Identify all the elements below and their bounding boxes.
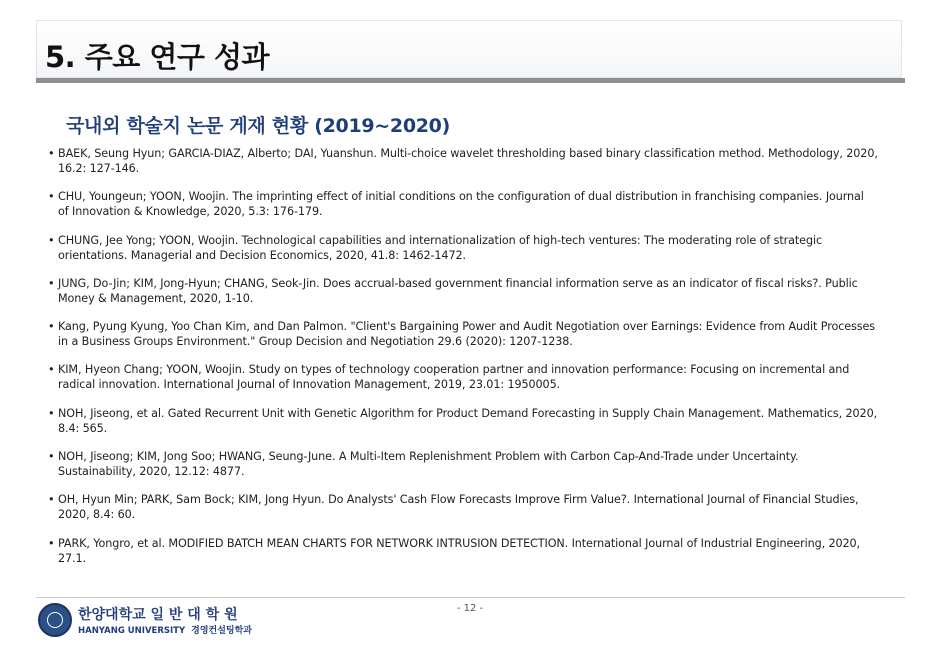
ref-line-2: radical innovation. International Journal of Innovation Management, 2019, 23.01: 1950005. — [58, 378, 561, 392]
logo-english-line — [78, 623, 252, 636]
list-item — [48, 276, 898, 319]
ref-line-1: OH, Hyun Min; PARK, Sam Bock; KIM, Jong Hyun. Do Analysts' Cash Flow Forecasts Improve Firm Value?. International Journal of Financial Studies, — [58, 493, 859, 507]
list-item — [48, 536, 898, 579]
ref-line-1: NOH, Jiseong, et al. Gated Recurrent Unit with Genetic Algorithm for Product Demand Forecasting in Supply Chain Management. Mathematics, 2020, — [58, 406, 878, 420]
ref-line-1: CHU, Youngeun; YOON, Woojin. The imprinting effect of initial conditions on the configuration of dual distribution in franchising companies. Journal — [58, 190, 864, 204]
list-item — [48, 189, 898, 232]
list-item — [48, 449, 898, 492]
bullet-icon: • — [48, 363, 55, 377]
bullet-icon: • — [48, 493, 55, 507]
page-title: 5. 주요 연구 성과 — [45, 40, 270, 74]
logo-korean-name: 한양대학교 일 반 대 학 원 — [78, 607, 238, 623]
bullet-icon: • — [48, 190, 55, 204]
ref-line-2: 8.4: 565. — [58, 421, 108, 435]
ref-line-1: PARK, Yongro, et al. MODIFIED BATCH MEAN CHARTS FOR NETWORK INTRUSION DETECTION. International Journal of Industrial Engineering, 2020, — [58, 536, 861, 550]
ref-line-2: 27.1. — [58, 551, 86, 565]
page-number: - 12 - — [456, 603, 484, 614]
ref-line-1: BAEK, Seung Hyun; GARCIA-DIAZ, Alberto; DAI, Yuanshun. Multi-choice wavelet thresholding based binary classification method. Methodology, 2020, — [58, 147, 878, 160]
reference-list — [48, 146, 898, 579]
bullet-icon: • — [48, 320, 55, 334]
ref-line-2: 2020, 8.4: 60. — [58, 508, 136, 522]
ref-line-1: CHUNG, Jee Yong; YOON, Woojin. Technological capabilities and internationalization of high-tech ventures: The moderating role of strategic — [58, 233, 823, 247]
ref-line-1: KIM, Hyeon Chang; YOON, Woojin. Study on types of technology cooperation partner and innovation performance: Focusing on incremental and — [58, 363, 850, 377]
department-name: 경영컨설팅학과 — [191, 626, 252, 636]
ref-line-2: 16.2: 127-146. — [58, 162, 140, 175]
ref-line-1: NOH, Jiseong; KIM, Jong Soo; HWANG, Seung-June. A Multi-Item Replenishment Problem with Carbon Cap-And-Trade under Uncertainty. — [58, 450, 799, 464]
ref-line-2: orientations. Managerial and Decision Economics, 2020, 41.8: 1462-1472. — [58, 248, 466, 262]
title-box — [36, 20, 902, 78]
ref-line-2: Sustainability, 2020, 12.12: 4877. — [58, 465, 245, 479]
university-seal-icon — [38, 603, 72, 637]
list-item — [48, 362, 898, 405]
bullet-icon: • — [48, 276, 55, 290]
ref-line-1: Kang, Pyung Kyung, Yoo Chan Kim, and Dan Palmon. "Client's Bargaining Power and Audit Negotiation over Earnings: Evidence from Audit Processes — [58, 320, 875, 334]
ref-line-1: JUNG, Do-Jin; KIM, Jong-Hyun; CHANG, Seok-Jin. Does accrual-based government financial information serve as an indicator of fiscal risks?. Public — [58, 276, 858, 290]
bullet-icon: • — [48, 450, 55, 464]
ref-line-2: in a Business Groups Environment." Group Decision and Negotiation 29.6 (2020): 1207-1238. — [58, 335, 573, 349]
seal-inner-ring — [47, 612, 63, 628]
bullet-icon: • — [48, 406, 55, 420]
list-item — [48, 492, 898, 535]
logo-english-name: HANYANG UNIVERSITY — [78, 626, 186, 636]
ref-line-2: of Innovation & Knowledge, 2020, 5.3: 176-179. — [58, 205, 323, 219]
bullet-icon: • — [48, 233, 55, 247]
list-item — [48, 406, 898, 449]
title-divider — [36, 78, 905, 83]
list-item — [48, 319, 898, 362]
ref-line-2: Money & Management, 2020, 1-10. — [58, 291, 254, 305]
bullet-icon: • — [48, 536, 55, 550]
footer-divider — [36, 597, 905, 598]
bullet-icon: • — [48, 147, 55, 160]
list-item — [48, 233, 898, 276]
list-item — [48, 146, 898, 189]
section-subtitle: 국내외 학술지 논문 게재 현황 (2019~2020) — [66, 115, 450, 137]
